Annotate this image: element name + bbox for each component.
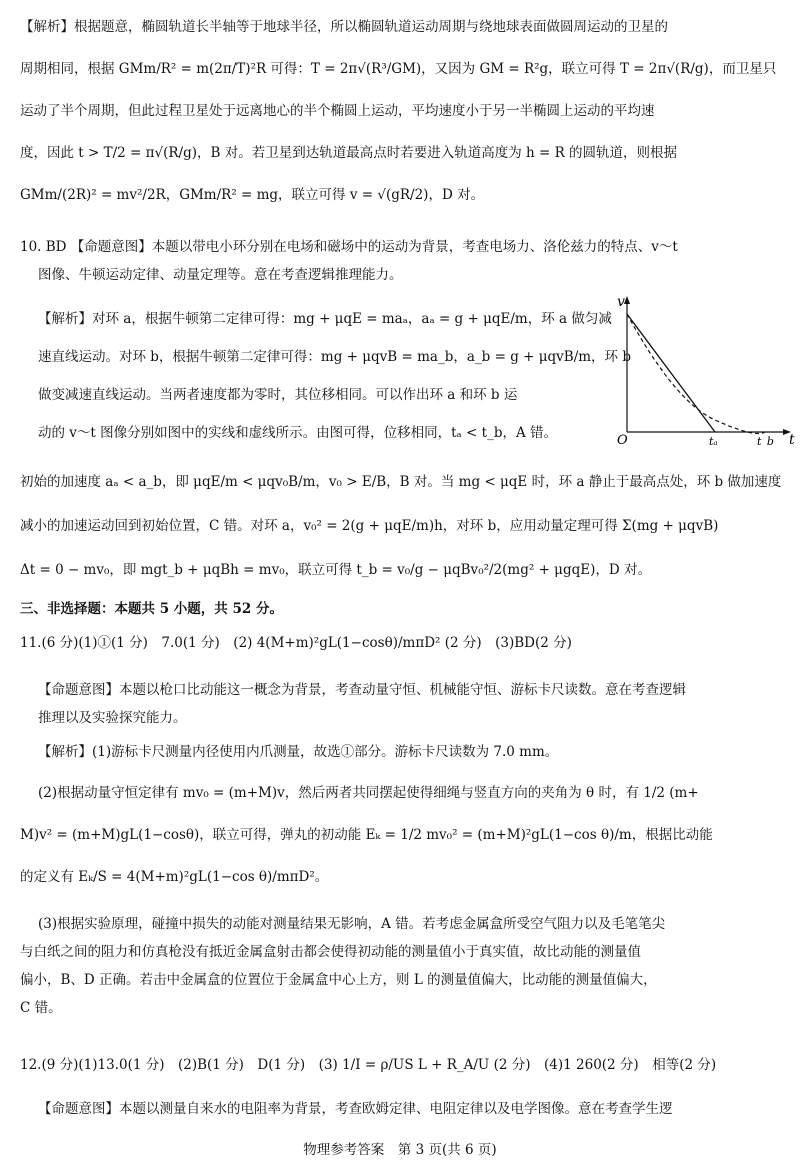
q12-intent: 【命题意图】本题以测量自来水的电阻率为背景，考查欧姆定律、电阻定律以及电学图像。意在考查学生逻 — [38, 1101, 673, 1117]
text-line: 与白纸之间的阻力和仿真枪没有抵近金属盒射击都会使得初动能的测量值小于真实值，故比动能的测量值 — [20, 944, 641, 960]
text-line: M)v² = (m+M)gL(1−cosθ)，联立可得，弹丸的初动能 Eₖ = 1/2 mv₀² = (m+M)²gL(1−cos θ)/m，根据比动能 — [20, 827, 713, 843]
text-line: 的定义有 Eₖ/S = 4(M+m)²gL(1−cos θ)/mπD²。 — [20, 869, 329, 885]
text-line: 10. BD 【命题意图】本题以带电小环分别在电场和磁场中的运动为背景，考查电场力、洛伦兹力的特点、v～t — [20, 239, 678, 255]
q10-analysis-narrow — [38, 300, 631, 452]
q11-analysis-1: 【解析】(1)游标卡尺测量内径使用内爪测量，故选①部分。游标卡尺读数为 7.0 mm。 — [38, 744, 559, 760]
q11-intent — [38, 676, 790, 732]
section-header: 三、非选择题：本题共 5 小题，共 52 分。 — [20, 601, 283, 617]
tb-label: t_b — [757, 435, 774, 447]
text-line: 运动了半个周期，但此过程卫星处于远离地心的半个椭圆上运动，平均速度小于另一半椭圆上运动的平均速 — [20, 103, 655, 119]
t-axis-label: t — [789, 432, 795, 447]
text-line: 度，因此 t > T/2 = π√(R/g)，B 对。若卫星到达轨道最高点时若要进入轨道高度为 h = R 的圆轨道，则根据 — [20, 145, 678, 161]
text-line: 【解析】对环 a，根据牛顿第二定律可得：mg + μqE = maₐ，aₐ = g + μqE/m，环 a 做匀减 — [38, 311, 612, 327]
vt-graph-figure — [615, 292, 795, 447]
text-line: 减小的加速运动回到初始位置，C 错。对环 a，v₀² = 2(g + μqE/m)h，对环 b，应用动量定理可得 Σ(mg + μqvB) — [20, 518, 719, 534]
text-line: C 错。 — [20, 1000, 62, 1016]
text-line: 【解析】根据题意，椭圆轨道长半轴等于地球半径，所以椭圆轨道运动周期与绕地球表面做圆周运动的卫星的 — [20, 19, 668, 35]
text-line: 推理以及实验探究能力。 — [38, 710, 187, 726]
text-line: 周期相同，根据 GMm/R² = m(2π/T)²R 可得：T = 2π√(R³/GM)，又因为 GM = R²g，联立可得 T = 2π√(R/g)，而卫星只 — [20, 61, 777, 77]
text-line: 速直线运动。对环 b，根据牛顿第二定律可得：mg + μqvB = ma_b，a_b = g + μqvB/m，环 b — [38, 349, 631, 365]
text-line: Δt = 0 − mv₀，即 mgt_b + μqBh = mv₀，联立可得 t_b = v₀/g − μqBv₀²/2(mg² + μgqE)，D 对。 — [20, 562, 651, 578]
q11-answer: 11.(6 分)(1)①(1 分) 7.0(1 分) (2) 4(M+m)²gL(1−cosθ)/mπD² (2 分) (3)BD(2 分) — [20, 635, 572, 651]
text-line: 【命题意图】本题以枪口比动能这一概念为背景，考查动量守恒、机械能守恒、游标卡尺读数。意在考查逻辑 — [38, 682, 686, 698]
v-axis-label: v — [617, 294, 625, 310]
text-line: (2)根据动量守恒定律有 mv₀ = (m+M)v，然后两者共同摆起使得细绳与竖直方向的夹角为 θ 时，有 1/2 (m+ — [38, 785, 699, 801]
ring-b-curve — [627, 314, 765, 434]
q12-answer: 12.(9 分)(1)13.0(1 分) (2)B(1 分) D(1 分) (3) 1/I = ρ/US L + R_A/U (2 分) (4)1 260(2 分) 相等(2 分) — [20, 1057, 717, 1073]
text-line: 动的 v～t 图像分别如图中的实线和虚线所示。由图可得，位移相同，tₐ < t_b，A 错。 — [38, 425, 558, 441]
ring-a-line — [627, 314, 715, 432]
q10-analysis-full — [20, 460, 790, 592]
q11-analysis-2 — [20, 772, 790, 898]
q9-analysis — [20, 6, 790, 216]
ta-label: tₐ — [709, 435, 718, 447]
text-line: 图像、牛顿运动定律、动量定理等。意在考查逻辑推理能力。 — [38, 267, 403, 283]
text-line: 偏小，B、D 正确。若击中金属盒的位置位于金属盒中心上方，则 L 的测量值偏大，比动能的测量值偏大， — [20, 972, 657, 988]
page-footer: 物理参考答案 第 3 页(共 6 页) — [303, 1142, 497, 1158]
text-line: 做变减速直线运动。当两者速度都为零时，其位移相同。可以作出环 a 和环 b 运 — [38, 387, 518, 403]
q10-header — [20, 233, 790, 289]
text-line: GMm/(2R)² = mv²/2R，GMm/R² = mg，联立可得 v = √(gR/2)，D 对。 — [20, 187, 485, 203]
origin-label: O — [617, 433, 628, 447]
text-line: (3)根据实验原理，碰撞中损失的动能对测量结果无影响，A 错。若考虑金属盒所受空气阻力以及毛笔笔尖 — [38, 916, 666, 932]
text-line: 初始的加速度 aₐ < a_b，即 μqE/m < μqv₀B/m，v₀ > E/B，B 对。当 mg < μqE 时，环 a 静止于最高点处，环 b 做加速度 — [20, 474, 782, 490]
q11-analysis-3 — [20, 910, 790, 1022]
